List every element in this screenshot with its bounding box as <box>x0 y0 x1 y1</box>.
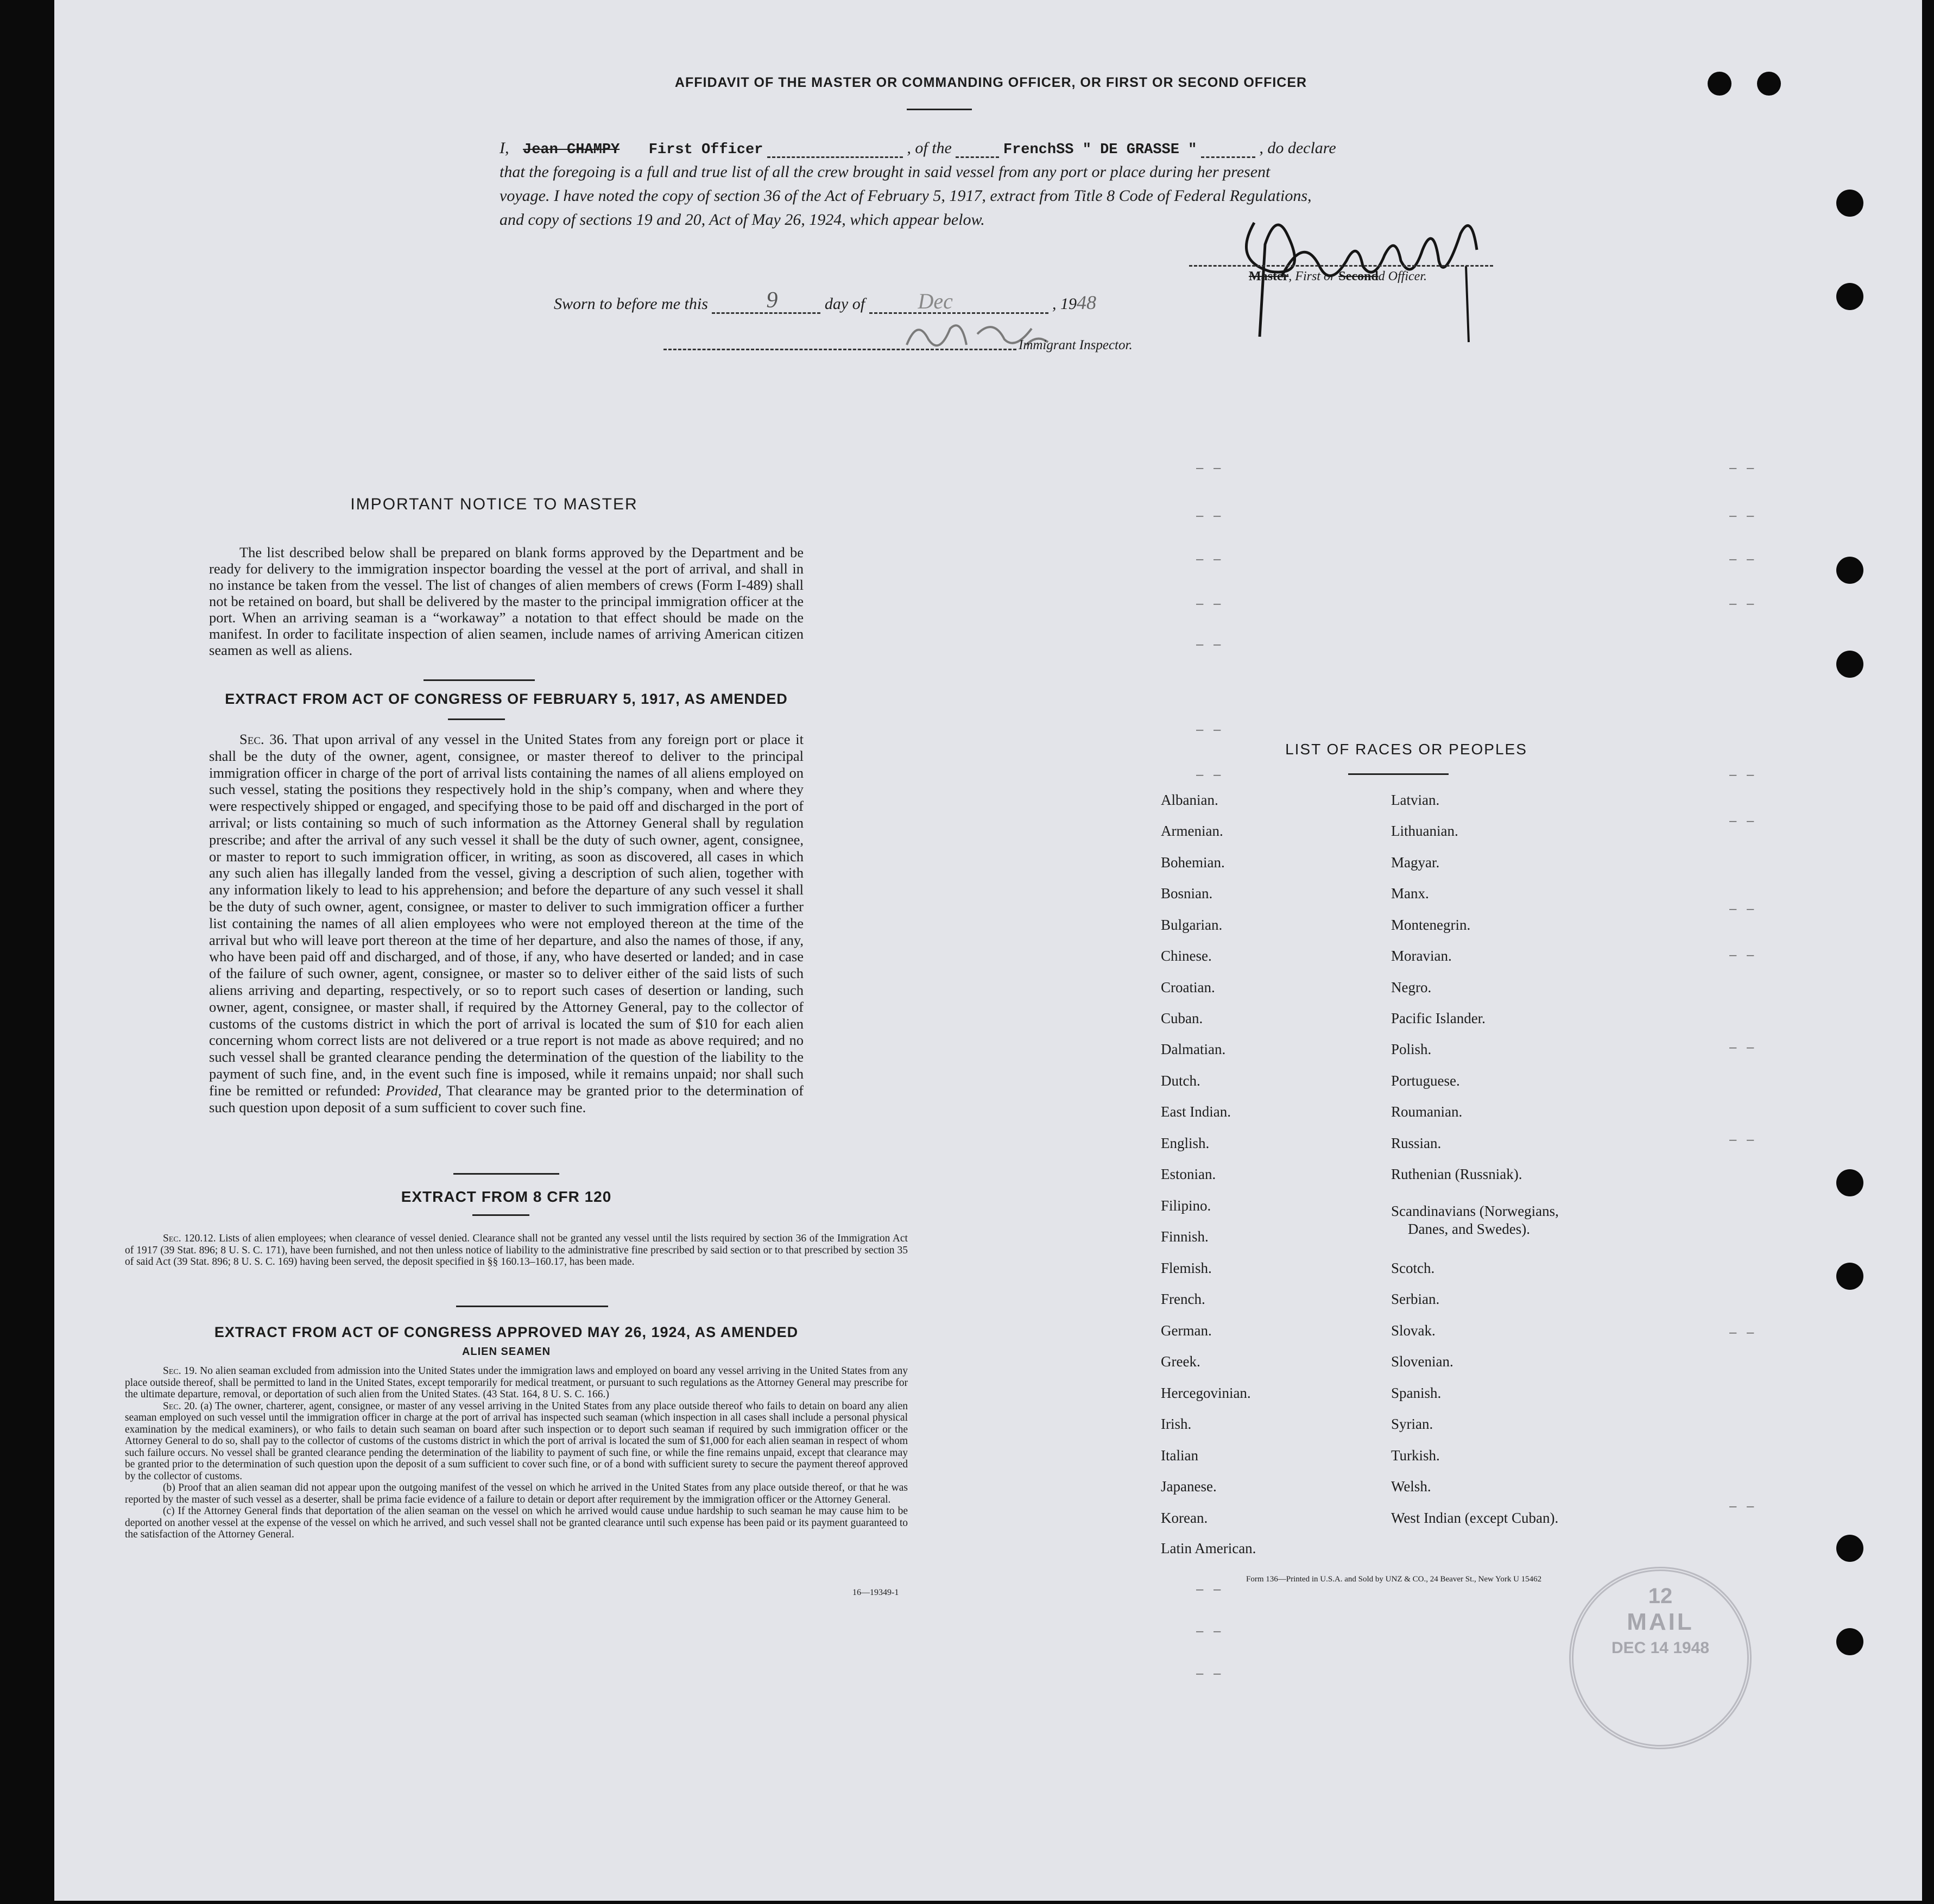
punch-hole <box>1836 1169 1863 1196</box>
race-item: French. <box>1161 1291 1205 1307</box>
notice-title: IMPORTANT NOTICE TO MASTER <box>350 495 638 513</box>
race-item: Filipino. <box>1161 1197 1211 1214</box>
race-item: Bosnian. <box>1161 885 1213 901</box>
punch-hole <box>1836 651 1863 678</box>
race-item: West Indian (except Cuban). <box>1391 1510 1559 1526</box>
month-value: Dec <box>918 289 953 313</box>
sec-20a-text: (a) The owner, charterer, agent, consignee, or master of any vessel arriving in the United States from any place outside thereof who fails to detain on board any alien seaman employed on such vessel until the immigration officer in charge at the port of arrival has inspected such seaman (which inspection in all cases shall include a personal physical examination by the medical examiners), or who fails to detain such seaman on board after such inspection or to deport such seaman if required by such immigration officer or the Attorney General to do so, shall pay to the collector of customs of the customs district in which the port of arrival is located the sum of $1,000 for each alien seaman in respect of whom such failure occurs. No vessel shall be granted clearance pending the determination of the liability to payment of such fine, or while the fine remains unpaid, except that clearance may be granted prior to the determination of such question upon the deposit of a sum sufficient to cover such fine, or of a bond with sufficient surety to secure the payment thereof approved by the collector of customs. <box>125 1400 908 1482</box>
caption-second-struck: Second <box>1338 269 1379 283</box>
position-fill <box>767 140 903 158</box>
notice-divider <box>424 679 535 681</box>
margin-tick: – – <box>1729 767 1758 782</box>
inspector-initials <box>896 312 1059 361</box>
race-item: Portuguese. <box>1391 1073 1460 1089</box>
stamp-number: 12 <box>1648 1584 1673 1608</box>
i-label: I, <box>500 139 509 157</box>
margin-tick: – – <box>1729 948 1758 962</box>
race-item: Korean. <box>1161 1510 1208 1526</box>
race-item: Armenian. <box>1161 823 1223 839</box>
cfr-sec-text: Lists of alien employees; when clearance of vessel denied. Clearance shall not be granted any vessel until the lists required by section 36 of the Immigration Act of 1917 (39 Stat. 896; 8 U. S. C. 171), have been furnished, and not then unless notice of liability to the administrative fine prescribed by said section or to that prescribed by section 35 of said Act (39 Stat. 896; 8 U. S. C. 169) having been served, the deposit specified in §§ 160.13–160.17, has been made. <box>125 1233 908 1268</box>
document-page <box>54 0 1922 1901</box>
title-underline <box>907 109 972 110</box>
sworn-label: Sworn to before me this <box>554 295 708 313</box>
affidavit-title: AFFIDAVIT OF THE MASTER OR COMMANDING OFFICER, OR FIRST OR SECOND OFFICER <box>674 75 1307 90</box>
race-item: Russian. <box>1391 1135 1442 1151</box>
margin-tick: – – <box>1729 508 1758 523</box>
cfr-divider <box>472 1214 529 1216</box>
margin-tick: – – <box>1729 1325 1758 1340</box>
day-of-label: day of <box>824 295 865 313</box>
print-code: 16—19349-1 <box>852 1588 899 1597</box>
race-item: Albanian. <box>1161 792 1218 808</box>
race-item: Flemish. <box>1161 1260 1212 1276</box>
races-title: LIST OF RACES OR PEOPLES <box>1285 741 1527 758</box>
margin-tick: – – <box>1196 1666 1224 1681</box>
race-item: Greek. <box>1161 1353 1200 1370</box>
form-footer: Form 136—Printed in U.S.A. and Sold by UNZ & CO., 24 Beaver St., New York U 15462 <box>1246 1575 1542 1584</box>
margin-tick: – – <box>1729 901 1758 916</box>
margin-tick: – – <box>1196 461 1224 475</box>
race-item: Moravian. <box>1391 948 1452 964</box>
race-item: Polish. <box>1391 1041 1432 1057</box>
punch-hole <box>1708 72 1731 96</box>
race-item: Spanish. <box>1391 1385 1442 1401</box>
race-item: Manx. <box>1391 885 1429 901</box>
margin-tick: – – <box>1196 722 1224 737</box>
margin-tick: – – <box>1196 552 1224 566</box>
affidavit-line-2: that the foregoing is a full and true list of all the crew brought in said vessel from any port or place during her present <box>500 163 1271 181</box>
race-item: Estonian. <box>1161 1166 1216 1182</box>
stamp-date: DEC 14 1948 <box>1611 1639 1710 1657</box>
extract-1924-subtitle: ALIEN SEAMEN <box>462 1346 551 1358</box>
extract-1924-body <box>125 1365 908 1541</box>
cfr-sec-label: Sec. 120.12. <box>163 1233 216 1244</box>
sec-19-text: No alien seaman excluded from admission into the United States under the immigration laws and employed on board any vessel arriving in the United States from any place outside thereof, shall be permitted to land in the United States, except temporarily for medical treatment, or pursuant to such regulations as the Attorney General may prescribe for the ultimate departure, removal, or deportation of such alien from the United States. (43 Stat. 164, 8 U. S. C. 166.) <box>125 1365 908 1400</box>
inspector-label: Immigrant Inspector. <box>1019 338 1133 352</box>
margin-tick: – – <box>1729 814 1758 828</box>
race-item: Chinese. <box>1161 948 1212 964</box>
margin-tick: – – <box>1196 596 1224 611</box>
inspector-line <box>663 349 1016 350</box>
margin-tick: – – <box>1729 1132 1758 1147</box>
margin-tick: – – <box>1196 1624 1224 1638</box>
cfr-body <box>125 1233 908 1268</box>
race-item: Dalmatian. <box>1161 1041 1226 1057</box>
affidavit-line-4: and copy of sections 19 and 20, Act of May 26, 1924, which appear below. <box>500 211 985 229</box>
race-item: English. <box>1161 1135 1210 1151</box>
officer-position: First Officer <box>648 142 763 158</box>
caption-first-or: , First or <box>1288 269 1336 283</box>
sworn-line <box>554 288 1097 314</box>
cfr-title: EXTRACT FROM 8 CFR 120 <box>401 1188 612 1205</box>
margin-tick: – – <box>1729 1499 1758 1514</box>
sec-20b: (b) Proof that an alien seaman did not appear upon the outgoing manifest of the vessel on which he arrived in the United States from any place outside thereof, or that he was reported by the master of such vessel as a deserter, shall be prima facie evidence of a failure to detain or deport after requirement by the immigration officer or the Attorney General. <box>125 1482 908 1505</box>
race-item: Welsh. <box>1391 1478 1431 1495</box>
race-item: Latin American. <box>1161 1540 1256 1556</box>
race-item: Bulgarian. <box>1161 917 1223 933</box>
cfr-end-divider <box>456 1306 608 1307</box>
day-fill <box>712 288 820 314</box>
officer-name: Jean CHAMPY <box>523 142 620 158</box>
punch-hole <box>1836 1263 1863 1290</box>
extract-1917-end-divider <box>453 1173 559 1175</box>
race-item: Turkish. <box>1391 1447 1440 1464</box>
sec-19-label: Sec. 19. <box>163 1365 198 1377</box>
race-item: East Indian. <box>1161 1104 1231 1120</box>
vessel-name: FrenchSS " DE GRASSE " <box>1003 142 1197 158</box>
race-item: Latvian. <box>1391 792 1440 808</box>
proviso-text: That clearance may be granted prior to the determination of such question upon deposit of a sum sufficient to cover such fine. <box>209 1082 804 1115</box>
race-item: Japanese. <box>1161 1478 1217 1495</box>
caption-master-struck: Master <box>1249 269 1289 283</box>
sec-36-label: Sec. 36. <box>239 731 288 747</box>
race-item: Italian <box>1161 1447 1198 1464</box>
race-item: Roumanian. <box>1391 1104 1463 1120</box>
margin-tick: – – <box>1729 596 1758 611</box>
punch-hole <box>1836 1535 1863 1562</box>
affidavit-line-1 <box>500 139 1531 158</box>
margin-tick: – – <box>1196 1582 1224 1597</box>
punch-hole <box>1836 283 1863 310</box>
sec-20-label: Sec. 20. <box>163 1400 198 1412</box>
day-value: 9 <box>766 288 778 313</box>
race-item: Negro. <box>1391 979 1432 995</box>
sec-19 <box>125 1365 908 1401</box>
caption-officer: d Officer. <box>1378 269 1427 283</box>
month-fill <box>869 289 1048 314</box>
race-item: Lithuanian. <box>1391 823 1458 839</box>
race-item: Hercegovinian. <box>1161 1385 1251 1401</box>
stamp-label: MAIL <box>1627 1609 1694 1635</box>
margin-tick: – – <box>1196 637 1224 652</box>
race-item: Cuban. <box>1161 1010 1203 1026</box>
year-value: 48 <box>1077 292 1097 313</box>
extract-1924-title: EXTRACT FROM ACT OF CONGRESS APPROVED MAY 26, 1924, AS AMENDED <box>214 1324 799 1340</box>
race-item: Scotch. <box>1391 1260 1435 1276</box>
sec-36-text: That upon arrival of any vessel in the United States from any foreign port or place it shall be the duty of the owner, agent, consignee, or master thereof to deliver to the principal immigration officer in charge of the port of arrival lists containing the names of all aliens employed on such vessel, stating the positions they respectively hold in the ship’s company, when and where they were respectively shipped or engaged, and specifying those to be paid off and discharged in the port of arrival; or lists containing so much of such information as the Attorney General shall by regulation prescribe; and after the arrival of any such vessel it shall be the duty of such owner, agent, consignee, or master to report to such immigration officer, in writing, as soon as discovered, all cases in which any such alien has illegally landed from the vessel, giving a description of such alien, together with any information likely to lead to his apprehension; and before the departure of any such vessel it shall be the duty of such owner, agent, consignee, or master to deliver to such immigration officer a further list containing the names of all alien employees who were not employed thereon at the time of the arrival but who will leave port thereon at the time of her departure, and also the names of those, if any, who have been paid off and discharged, and of those, if any, who have deserted or landed; and in case of the failure of such owner, agent, consignee, or master so to deliver either of the said lists of such aliens arriving and departing, respectively, or so to report such cases of desertion or landing, such owner, agent, consignee, or master shall, if required by the Attorney General, pay to the collector of customs of the customs district in which the port of arrival is located the sum of $10 for each alien concerning whom correct lists are not delivered or a true report is not made as above required; and no such vessel shall be granted clearance pending the determination of the question of the liability to the payment of such fine, and, in the event such fine is imposed, while it remains unpaid; nor shall such fine be remitted or refunded: <box>209 731 804 1099</box>
of-the-label: , of the <box>907 139 952 157</box>
notice-body: The list described below shall be prepared on blank forms approved by the Department and be ready for delivery to the immigration inspector boarding the vessel at the port of arrival, and shall in no instance be taken from the vessel. The list of changes of alien members of crews (Form I-489) shall not be retained on board, but shall be delivered by the master to the principal immigration officer at the port. When an arriving seaman is a “workaway” a notation to that effect should be made on the manifest. In order to facilitate inspection of alien seamen, include names of arriving American citizen seamen as well as aliens. <box>209 544 804 658</box>
margin-tick: – – <box>1729 552 1758 566</box>
year-prefix: , 19 <box>1052 295 1077 313</box>
margin-tick: – – <box>1729 1040 1758 1055</box>
margin-tick: – – <box>1729 461 1758 475</box>
punch-hole <box>1836 1628 1863 1655</box>
sec-20a <box>125 1401 908 1483</box>
race-item: Danes, and Swedes). <box>1408 1221 1530 1237</box>
mail-postmark-stamp <box>1569 1567 1752 1749</box>
sec-20c: (c) If the Attorney General finds that deportation of the alien seaman on the vessel on which he arrived would cause undue hardship to such seaman he may cause him to be deported on another vessel at the expense of the vessel on which he arrived, and such vessel shall not be granted clearance until such expense has been paid or its payment guaranteed to the satisfaction of the Attorney General. <box>125 1505 908 1540</box>
race-item: Pacific Islander. <box>1391 1010 1486 1026</box>
race-item: Ruthenian (Russniak). <box>1391 1166 1522 1182</box>
vessel-fill-right <box>1201 140 1255 158</box>
punch-hole <box>1836 557 1863 584</box>
signature-line <box>1189 265 1493 267</box>
race-item: Bohemian. <box>1161 854 1225 871</box>
race-item: Dutch. <box>1161 1073 1200 1089</box>
race-item: Croatian. <box>1161 979 1215 995</box>
race-item: Scandinavians (Norwegians, <box>1391 1203 1559 1219</box>
race-item: Syrian. <box>1391 1416 1433 1432</box>
extract-1917-body <box>209 731 804 1115</box>
do-declare-label: , do declare <box>1259 139 1336 157</box>
punch-hole <box>1757 72 1781 96</box>
margin-tick: – – <box>1196 508 1224 523</box>
race-item: Montenegrin. <box>1391 917 1471 933</box>
proviso-label: Provided, <box>385 1082 442 1099</box>
extract-1917-title: EXTRACT FROM ACT OF CONGRESS OF FEBRUARY 5, 1917, AS AMENDED <box>225 691 788 707</box>
race-item: Slovak. <box>1391 1322 1436 1339</box>
extract-1917-divider <box>448 718 505 720</box>
races-divider <box>1348 773 1449 775</box>
race-item: Finnish. <box>1161 1228 1209 1245</box>
race-item: Magyar. <box>1391 854 1440 871</box>
race-item: Slovenian. <box>1391 1353 1453 1370</box>
signature-caption <box>1249 269 1427 284</box>
race-item: Irish. <box>1161 1416 1192 1432</box>
race-item: Serbian. <box>1391 1291 1440 1307</box>
punch-hole <box>1836 190 1863 217</box>
vessel-fill-left <box>956 140 999 158</box>
race-item: German. <box>1161 1322 1212 1339</box>
margin-tick: – – <box>1196 767 1224 782</box>
affidavit-line-3: voyage. I have noted the copy of section 36 of the Act of February 5, 1917, extract from Title 8 Code of Federal Regulations, <box>500 187 1312 205</box>
